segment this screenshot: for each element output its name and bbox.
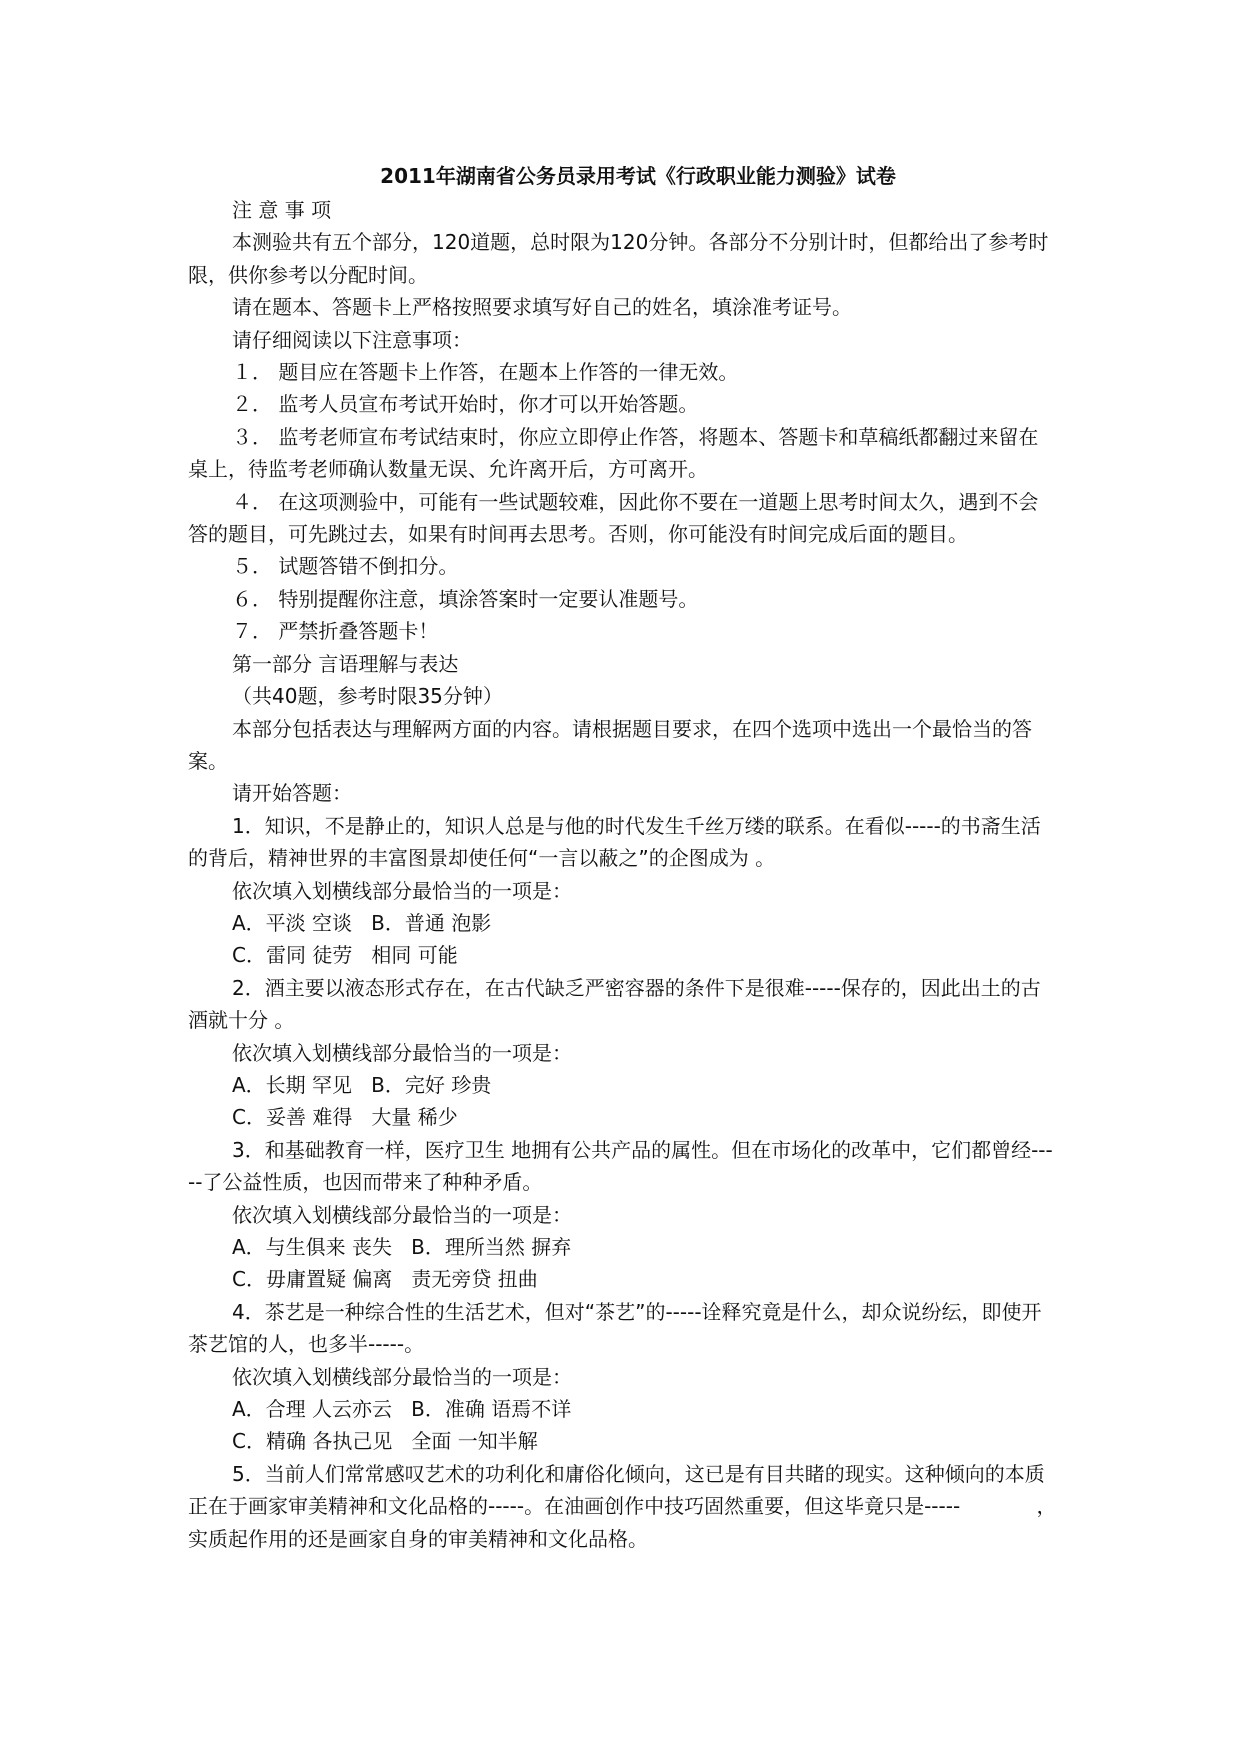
paragraph: 5．当前人们常常感叹艺术的功利化和庸俗化倾向，这已是有目共睹的现实。这种倾向的本质正在于画家审美精神和文化品格的-----。在油画创作中技巧固然重要，但这毕竟只是----- ，实质起作用的还是画家自身的审美精神和文化品格。 bbox=[188, 1461, 1057, 1551]
document-body bbox=[188, 194, 1058, 1555]
paragraph: 依次填入划横线部分最恰当的一项是： bbox=[232, 1040, 572, 1065]
paragraph: （共40题，参考时限35分钟） bbox=[232, 684, 503, 709]
paragraph: C．雷同 徒劳 相同 可能 bbox=[232, 943, 458, 968]
paragraph: 注 意 事 项 bbox=[232, 198, 332, 222]
paragraph: 请仔细阅读以下注意事项： bbox=[232, 327, 472, 352]
paragraph: ７． 严禁折叠答题卡！ bbox=[232, 619, 439, 644]
paragraph: １． 题目应在答题卡上作答，在题本上作答的一律无效。 bbox=[232, 360, 739, 385]
paragraph: A．平淡 空谈 B．普通 泡影 bbox=[232, 910, 492, 935]
paragraph: C．精确 各执己见 全面 一知半解 bbox=[232, 1429, 538, 1454]
paragraph: 2．酒主要以液态形式存在，在古代缺乏严密容器的条件下是很难-----保存的，因此出土的古酒就十分 。 bbox=[188, 975, 1041, 1033]
paragraph: ４． 在这项测验中，可能有一些试题较难，因此你不要在一道题上思考时间太久，遇到不会答的题目，可先跳过去，如果有时间再去思考。否则，你可能没有时间完成后面的题目。 bbox=[188, 489, 1039, 547]
paragraph: A．长期 罕见 B．完好 珍贵 bbox=[232, 1072, 492, 1097]
paragraph: 本部分包括表达与理解两方面的内容。请根据题目要求，在四个选项中选出一个最恰当的答案。 bbox=[188, 716, 1032, 773]
paragraph: 4．茶艺是一种综合性的生活艺术，但对“茶艺”的-----诠释究竟是什么，却众说纷纭，即使开茶艺馆的人，也多半-----。 bbox=[188, 1299, 1042, 1357]
document-title: 2011年湖南省公务员录用考试《行政职业能力测验》试卷 bbox=[380, 164, 896, 188]
paragraph: C．妥善 难得 大量 稀少 bbox=[232, 1105, 458, 1130]
paragraph: 依次填入划横线部分最恰当的一项是： bbox=[232, 1202, 572, 1227]
paragraph: 请在题本、答题卡上严格按照要求填写好自己的姓名，填涂准考证号。 bbox=[232, 295, 852, 320]
paragraph: ２． 监考人员宣布考试开始时，你才可以开始答题。 bbox=[232, 392, 699, 417]
paragraph: ３． 监考老师宣布考试结束时，你应立即停止作答，将题本、答题卡和草稿纸都翻过来留在桌上，待监考老师确认数量无误、允许离开后，方可离开。 bbox=[188, 424, 1039, 482]
paragraph: A．与生俱来 丧失 B．理所当然 摒弃 bbox=[232, 1235, 572, 1259]
paragraph: 请开始答题： bbox=[232, 781, 352, 806]
paragraph: 本测验共有五个部分，120道题，总时限为120分钟。各部分不分别计时，但都给出了参考时限，供你参考以分配时间。 bbox=[188, 230, 1049, 287]
paragraph: ６． 特别提醒你注意，填涂答案时一定要认准题号。 bbox=[232, 586, 699, 611]
paragraph: 3．和基础教育一样，医疗卫生 地拥有公共产品的属性。但在市场化的改革中，它们都曾经-----了公益性质，也因而带来了种种矛盾。 bbox=[188, 1137, 1053, 1195]
paragraph: 1．知识，不是静止的，知识人总是与他的时代发生千丝万缕的联系。在看似-----的书斋生活的背后，精神世界的丰富图景却使任何“一言以蔽之”的企图成为 。 bbox=[188, 813, 1041, 871]
paragraph: 第一部分 言语理解与表达 bbox=[232, 651, 459, 676]
paragraph: C．毋庸置疑 偏离 责无旁贷 扭曲 bbox=[232, 1267, 538, 1292]
paragraph: 依次填入划横线部分最恰当的一项是： bbox=[232, 1364, 572, 1389]
paragraph: 依次填入划横线部分最恰当的一项是： bbox=[232, 878, 572, 903]
paragraph: A．合理 人云亦云 B．准确 语焉不详 bbox=[232, 1397, 572, 1422]
document-page bbox=[188, 160, 1058, 1555]
paragraph: ５． 试题答错不倒扣分。 bbox=[232, 554, 459, 579]
